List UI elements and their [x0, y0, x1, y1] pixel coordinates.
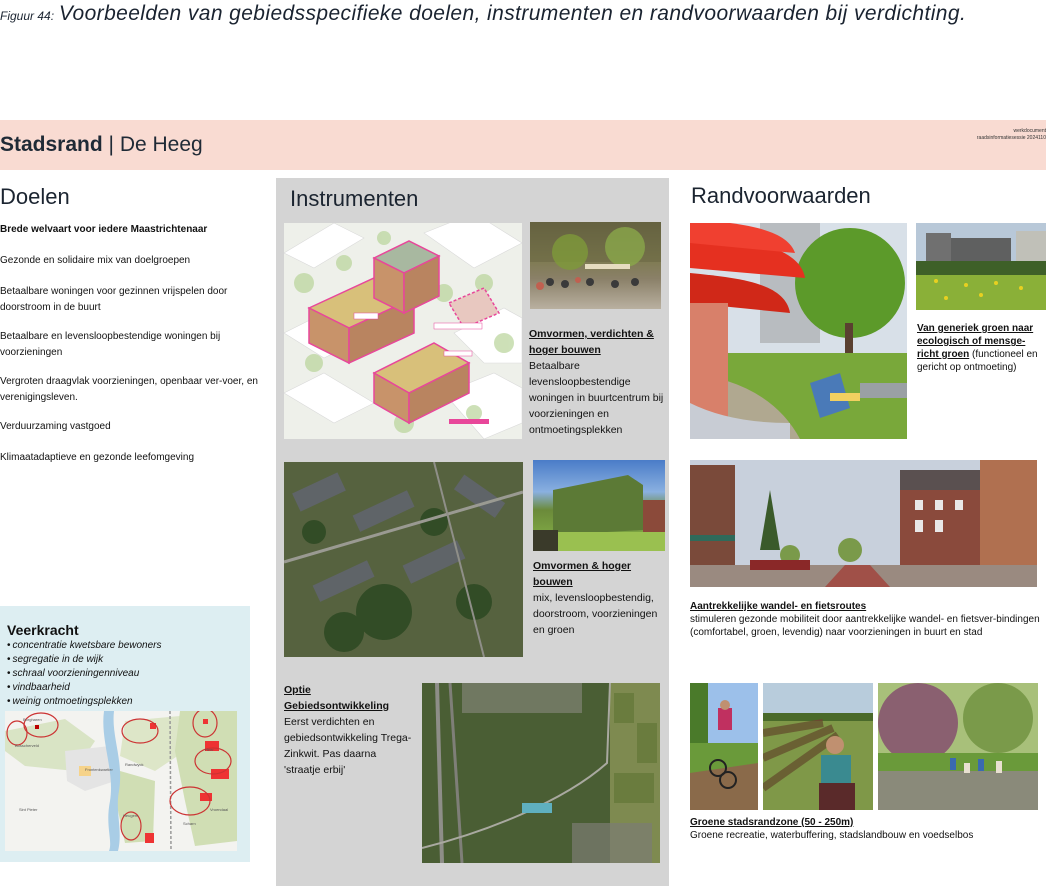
urban-farming-photo: [763, 683, 873, 810]
terrace-photo: [530, 222, 661, 309]
park-pavilion-photo: [690, 223, 907, 439]
randvoorwaarden-heading: Randvoorwaarden: [691, 183, 871, 208]
randvoorwaarde-block-1-body: (functioneel en gericht op ontmoeting): [917, 349, 1038, 373]
doelen-item: Betaalbare en levensloopbestendige woningen bij voorzieningen: [0, 331, 221, 358]
veerkracht-item: • weinig ontmoetingsplekken: [7, 695, 162, 709]
mountain-bike-photo: [690, 683, 758, 810]
randvoorwaarde-block-2-body: stimuleren gezonde mobiliteit door aantrekkelijke wandel- en fietsver-bindingen (comfortabel, groen, levendig) naar voorzieningen in buurt en stad: [690, 614, 1040, 638]
instrument-block-1-body: Betaalbare levensloopbestendige woningen in buurtcentrum bij voorzieningen en ontmoetingsplekken: [529, 360, 664, 436]
doelen-list: [0, 222, 268, 481]
street-cycle-route-photo: [690, 460, 1037, 587]
doelen-item: Verduurzaming vastgoed: [0, 421, 111, 432]
svg-text:Heugem: Heugem: [123, 813, 139, 818]
page-title-neighbourhood: De Heeg: [119, 133, 203, 156]
doelen-item: Gezonde en solidaire mix van doelgroepen: [0, 255, 191, 266]
document-meta: [977, 128, 1046, 142]
doelen-heading: Doelen: [0, 184, 70, 209]
instrument-block-2-body: mix, levensloopbestendig, doorstroom, voorzieningen en groen: [533, 592, 658, 636]
aerial-area-development-photo: [422, 683, 660, 863]
green-facade-photo: [533, 460, 665, 551]
meadow-photo: [916, 223, 1046, 310]
randvoorwaarde-block-1: [917, 322, 1046, 374]
instrumenten-panel: [276, 178, 669, 886]
svg-text:Sint Pieter: Sint Pieter: [19, 807, 38, 812]
randvoorwaarde-block-3-title: Groene stadsrandzone (50 - 250m): [690, 817, 854, 828]
randvoorwaarde-block-1-title: Van generiek groen naar ecologisch of mensge-richt groen: [917, 323, 1034, 360]
page-title: [0, 133, 203, 157]
instrument-block-3: [284, 682, 414, 778]
randvoorwaarde-block-2: [690, 600, 1046, 639]
veerkracht-heading: Veerkracht: [7, 622, 79, 638]
isometric-plan-image: [284, 223, 522, 439]
instrumenten-heading: Instrumenten: [290, 186, 419, 211]
svg-text:Bosscherveld: Bosscherveld: [15, 743, 40, 748]
map-label: Borgharen: [23, 717, 42, 722]
randvoorwaarde-block-3: [690, 816, 1046, 842]
doelen-item: Klimaatadaptieve en gezonde leefomgeving: [0, 452, 195, 463]
doelen-item: Vergroten draagvlak voorzieningen, openbaar ver-voer, en verenigingsleven.: [0, 376, 258, 403]
meta-line-1: werkdocument: [1013, 128, 1046, 134]
veerkracht-item: • segregatie in de wijk: [7, 653, 162, 667]
aerial-neighbourhood-photo: [284, 462, 523, 657]
instrument-block-2: [533, 558, 667, 638]
randvoorwaarde-block-2-title: Aantrekkelijke wandel- en fietsroutes: [690, 601, 867, 612]
veerkracht-item: • schraal voorzieningenniveau: [7, 667, 162, 681]
veerkracht-list: [7, 639, 162, 709]
figure-label: Figuur 44:: [0, 9, 55, 23]
instrument-block-3-body: Eerst verdichten en gebiedsontwikkeling Trega-Zinkwit. Pas daarna 'straatje erbij': [284, 716, 412, 776]
figure-caption: [0, 0, 1046, 30]
instrument-block-3-title: Optie Gebiedsontwikkeling: [284, 684, 390, 712]
doelen-item: Betaalbare woningen voor gezinnen vrijspelen door doorstroom in de buurt: [0, 286, 228, 313]
svg-text:Frontenkwartier: Frontenkwartier: [85, 767, 113, 772]
instrument-block-1: [529, 326, 667, 438]
doelen-item: Brede welvaart voor iedere Maastrichtenaar: [0, 224, 208, 235]
food-forest-water-photo: [878, 683, 1038, 810]
veerkracht-item: • concentratie kwetsbare bewoners: [7, 639, 162, 653]
svg-text:Scharn: Scharn: [183, 821, 196, 826]
randvoorwaarde-block-3-body: Groene recreatie, waterbuffering, stadslandbouw en voedselbos: [690, 830, 974, 841]
svg-text:Heer: Heer: [205, 747, 214, 752]
veerkracht-map: [5, 711, 237, 851]
instrument-block-2-title: Omvormen & hoger bouwen: [533, 560, 632, 588]
map-graphic: [5, 711, 237, 851]
svg-text:Randwyck: Randwyck: [125, 762, 144, 767]
meta-line-2: raadsinformatiesessie 2024110: [976, 135, 1046, 141]
page-title-area: Stadsrand: [0, 133, 103, 156]
svg-text:Vroendaal: Vroendaal: [210, 807, 229, 812]
instrument-block-1-title: Omvormen, verdichten & hoger bouwen: [529, 328, 654, 356]
veerkracht-item: • vindbaarheid: [7, 681, 162, 695]
veerkracht-panel: [0, 606, 250, 862]
header-band: [0, 120, 1046, 170]
title-separator: |: [102, 133, 120, 156]
figure-caption-text: Voorbeelden van gebiedsspecifieke doelen, instrumenten en randvoorwaarden bij verdichting.: [58, 2, 967, 25]
